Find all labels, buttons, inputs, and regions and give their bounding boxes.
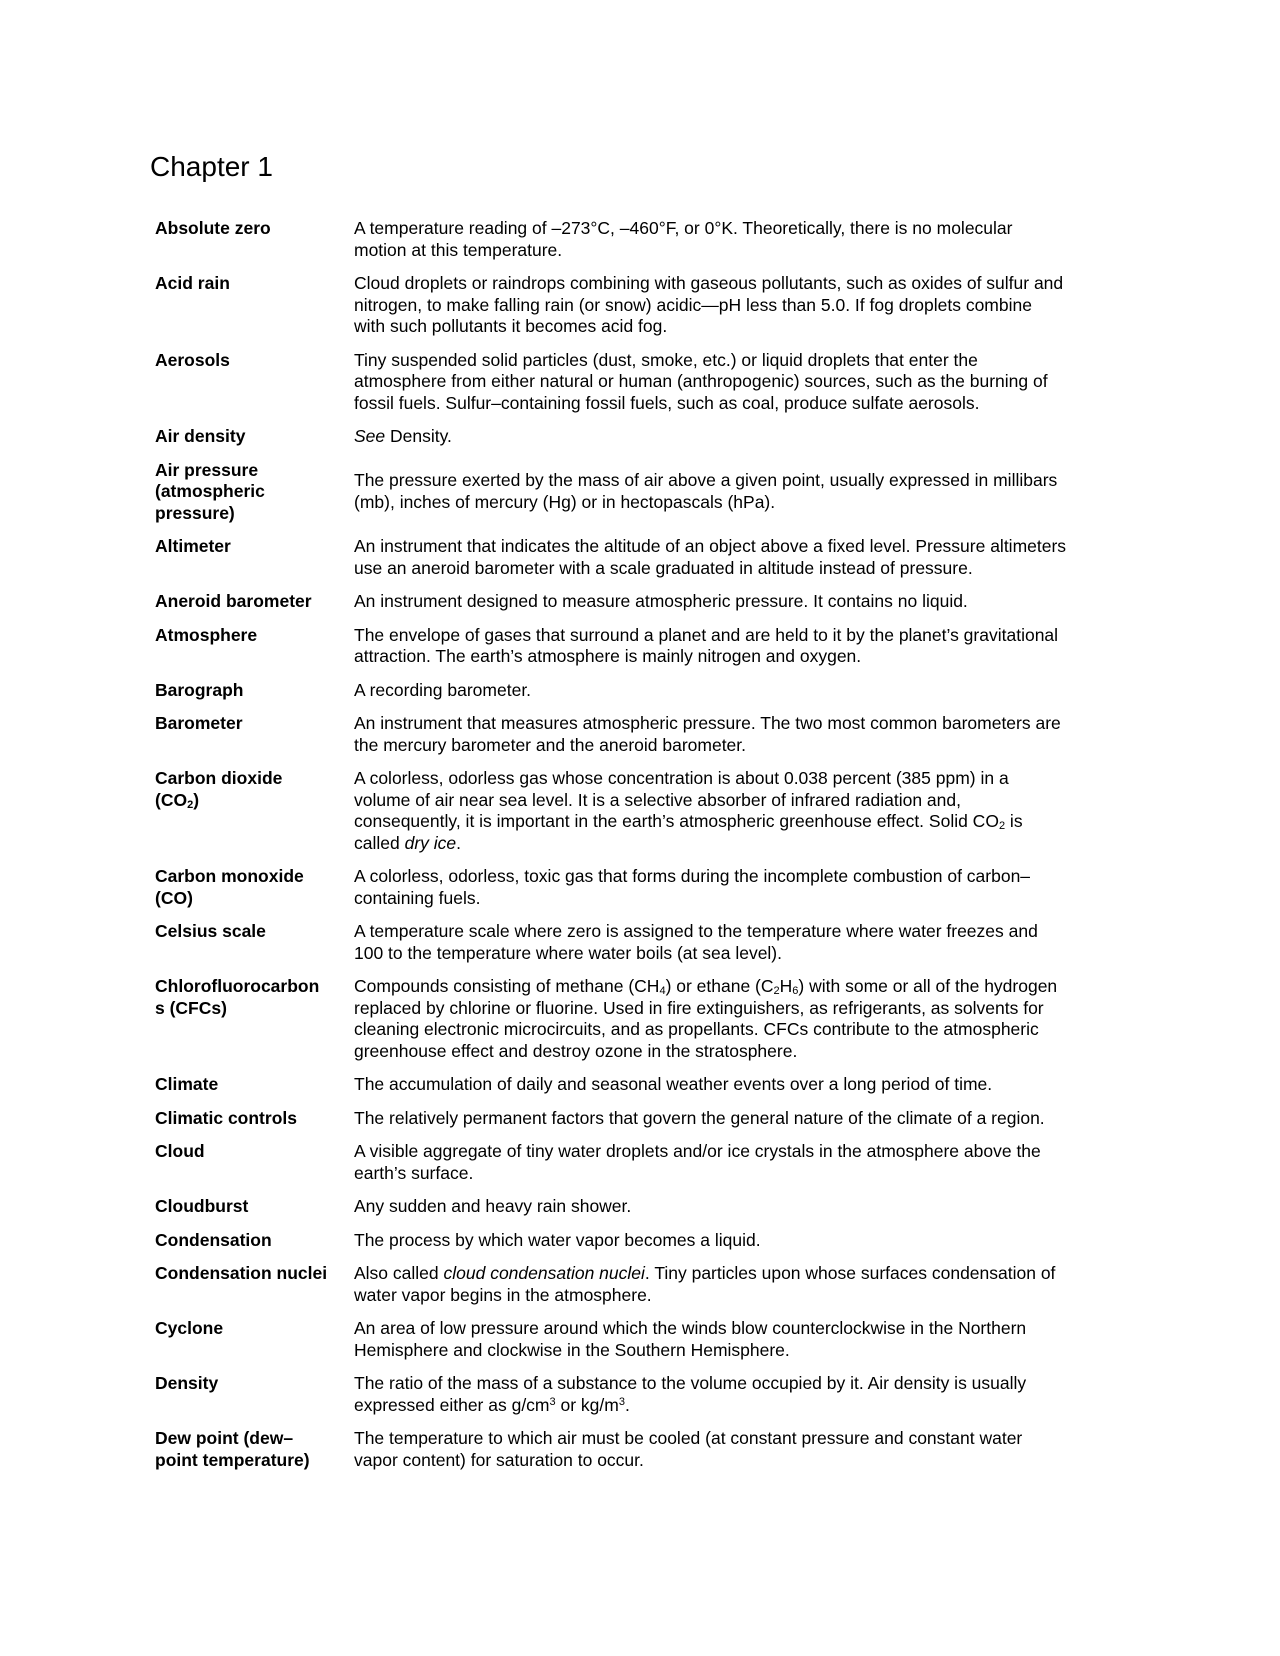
term-text: )	[193, 789, 200, 810]
definition-italic: cloud condensation nuclei	[443, 1263, 645, 1283]
glossary-definition: Tiny suspended solid particles (dust, smoke, etc.) or liquid droplets that enter the atmosphere from either natural or human (anthropogenic) sources, such as the burning of fossil fuels. Sulfur–containing fossil fuels, such as coal, produce sulfate aerosols.	[354, 349, 1048, 413]
glossary-entry	[155, 1428, 1125, 1471]
definition-text: or kg/m	[555, 1394, 619, 1415]
definition-subscript: 6	[792, 985, 799, 997]
glossary-entry	[155, 591, 1125, 613]
definition-text: ) with some or all of the hydrogen replaced by chlorine or fluorine. Used in fire extinguishers, as refrigerants, as solvents for cleaning electronic microcircuits, and as propellants. CFCs contribute to the atmospheric greenhouse effect and destroy ozone in the stratosphere.	[354, 976, 1058, 1061]
glossary-definition: A recording barometer.	[354, 679, 532, 700]
glossary-term: Air pressure (atmospheric pressure)	[155, 459, 265, 523]
glossary-entry	[155, 713, 1125, 756]
glossary-definition: An instrument that measures atmospheric pressure. The two most common barometers are the mercury barometer and the aneroid barometer.	[354, 713, 1061, 755]
glossary-entry	[155, 866, 1125, 909]
glossary-entry	[155, 976, 1125, 1062]
glossary-term	[155, 768, 354, 811]
definition-superscript: 3	[618, 1395, 625, 1408]
glossary-entry	[155, 1373, 1125, 1416]
glossary-term: Altimeter	[155, 536, 231, 556]
glossary-definition: The pressure exerted by the mass of air above a given point, usually expressed in millibars (mb), inches of mercury (Hg) or in hectopascals (hPa).	[354, 470, 1058, 512]
definition-italic: See	[354, 426, 386, 446]
glossary-entry	[155, 218, 1125, 261]
glossary-entry	[155, 536, 1125, 579]
glossary-entry	[155, 1230, 1125, 1252]
glossary-definition: An area of low pressure around which the winds blow counterclockwise in the Northern Hemisphere and clockwise in the Southern Hemisphere.	[354, 1318, 1027, 1360]
chapter-title: Chapter 1	[150, 151, 273, 182]
glossary-term: Cloudburst	[155, 1196, 249, 1216]
glossary-definition: Cloud droplets or raindrops combining with gaseous pollutants, such as oxides of sulfur and nitrogen, to make falling rain (or snow) acidic—pH less than 5.0. If fog droplets combine with such pollutants it becomes acid fog.	[354, 273, 1064, 336]
glossary-term: Density	[155, 1373, 219, 1393]
glossary-definition	[354, 1373, 1125, 1416]
definition-text: Also called	[354, 1263, 444, 1283]
definition-text: A colorless, odorless gas whose concentration is about 0.038 percent (385 ppm) in a volume of air near sea level. It is a selective absorber of infrared radiation and, consequently, it is important in the earth’s atmospheric greenhouse effect. Solid CO	[354, 768, 1009, 831]
glossary-entry	[155, 460, 1125, 525]
glossary-entry	[155, 1318, 1125, 1361]
definition-text: .	[456, 832, 462, 853]
glossary-term: Climatic controls	[155, 1107, 297, 1128]
definition-text: is called	[354, 811, 1023, 853]
glossary-term: Chlorofluorocarbon s (CFCs)	[155, 976, 320, 1018]
glossary-entry	[155, 426, 1125, 448]
glossary-term: Condensation nuclei	[155, 1263, 328, 1283]
glossary-entry	[155, 625, 1125, 668]
term-subscript: 2	[187, 798, 194, 811]
glossary-term: Acid rain	[155, 273, 230, 293]
definition-text: Compounds consisting of methane (CH	[354, 976, 660, 996]
glossary-term: Aneroid barometer	[155, 591, 312, 611]
glossary-term: Aerosols	[155, 349, 230, 370]
glossary-entry	[155, 921, 1125, 964]
definition-subscript: 2	[998, 820, 1006, 832]
glossary-entry	[155, 350, 1125, 415]
glossary-term: Celsius scale	[155, 921, 266, 941]
definition-subscript: 4	[659, 985, 666, 997]
definition-text: Density.	[385, 426, 452, 446]
glossary-definition: A temperature reading of –273°C, –460°F, or 0°K. Theoretically, there is no molecular motion at this temperature.	[354, 218, 1013, 260]
term-text: Carbon dioxide (CO	[155, 768, 283, 810]
glossary-definition: The process by which water vapor becomes a liquid.	[354, 1229, 761, 1250]
glossary-entry	[155, 1074, 1125, 1096]
glossary-term: Barometer	[155, 713, 243, 733]
glossary-term: Air density	[155, 426, 246, 446]
glossary-term: Absolute zero	[155, 218, 271, 238]
glossary-list	[155, 218, 1125, 1483]
glossary-definition	[354, 426, 1125, 448]
glossary-definition: An instrument designed to measure atmospheric pressure. It contains no liquid.	[354, 591, 968, 611]
glossary-entry	[155, 768, 1125, 854]
glossary-entry	[155, 1108, 1125, 1130]
glossary-entry	[155, 680, 1125, 702]
definition-text: The ratio of the mass of a substance to the volume occupied by it. Air density is usually expressed either as g/cm	[354, 1373, 1027, 1415]
definition-text: .	[624, 1394, 630, 1415]
glossary-term: Barograph	[155, 679, 244, 700]
glossary-term: Condensation	[155, 1229, 272, 1250]
glossary-term: Cyclone	[155, 1318, 224, 1338]
glossary-definition: The envelope of gases that surround a planet and are held to it by the planet’s gravitational attraction. The earth’s atmosphere is mainly nitrogen and oxygen.	[354, 624, 1059, 666]
glossary-term: Climate	[155, 1074, 219, 1094]
glossary-definition: The accumulation of daily and seasonal weather events over a long period of time.	[354, 1074, 993, 1094]
definition-italic: dry ice	[404, 832, 457, 853]
glossary-entry	[155, 1141, 1125, 1184]
glossary-definition	[354, 1263, 1125, 1306]
glossary-definition: A colorless, odorless, toxic gas that forms during the incomplete combustion of carbon– containing fuels.	[354, 866, 1031, 908]
glossary-definition: A temperature scale where zero is assigned to the temperature where water freezes and 100 to the temperature where water boils (at sea level).	[354, 921, 1038, 963]
glossary-definition: The temperature to which air must be cooled (at constant pressure and constant water vapor content) for saturation to occur.	[354, 1428, 1023, 1470]
glossary-term: Atmosphere	[155, 624, 258, 645]
glossary-term: Cloud	[155, 1141, 205, 1161]
glossary-entry	[155, 273, 1125, 338]
definition-text: ) or ethane (C	[665, 976, 774, 996]
definition-text: . Tiny particles upon whose surfaces condensation of water vapor begins in the atmosphere.	[354, 1263, 1056, 1305]
glossary-definition: A visible aggregate of tiny water droplets and/or ice crystals in the atmosphere above the earth’s surface.	[354, 1141, 1041, 1183]
definition-subscript: 2	[773, 985, 780, 997]
glossary-definition: The relatively permanent factors that govern the general nature of the climate of a region.	[354, 1107, 1045, 1128]
glossary-definition: Any sudden and heavy rain shower.	[354, 1196, 632, 1216]
glossary-term: Carbon monoxide (CO)	[155, 866, 304, 908]
glossary-entry	[155, 1196, 1125, 1218]
glossary-term: Dew point (dew– point temperature)	[155, 1428, 310, 1470]
definition-text: H	[779, 976, 793, 996]
definition-superscript: 3	[549, 1395, 556, 1408]
glossary-definition: An instrument that indicates the altitude of an object above a fixed level. Pressure altimeters use an aneroid barometer with a scale graduated in altitude instead of pressure.	[354, 536, 1067, 578]
glossary-definition	[354, 976, 1125, 1062]
glossary-entry	[155, 1263, 1125, 1306]
glossary-definition	[354, 768, 1125, 854]
